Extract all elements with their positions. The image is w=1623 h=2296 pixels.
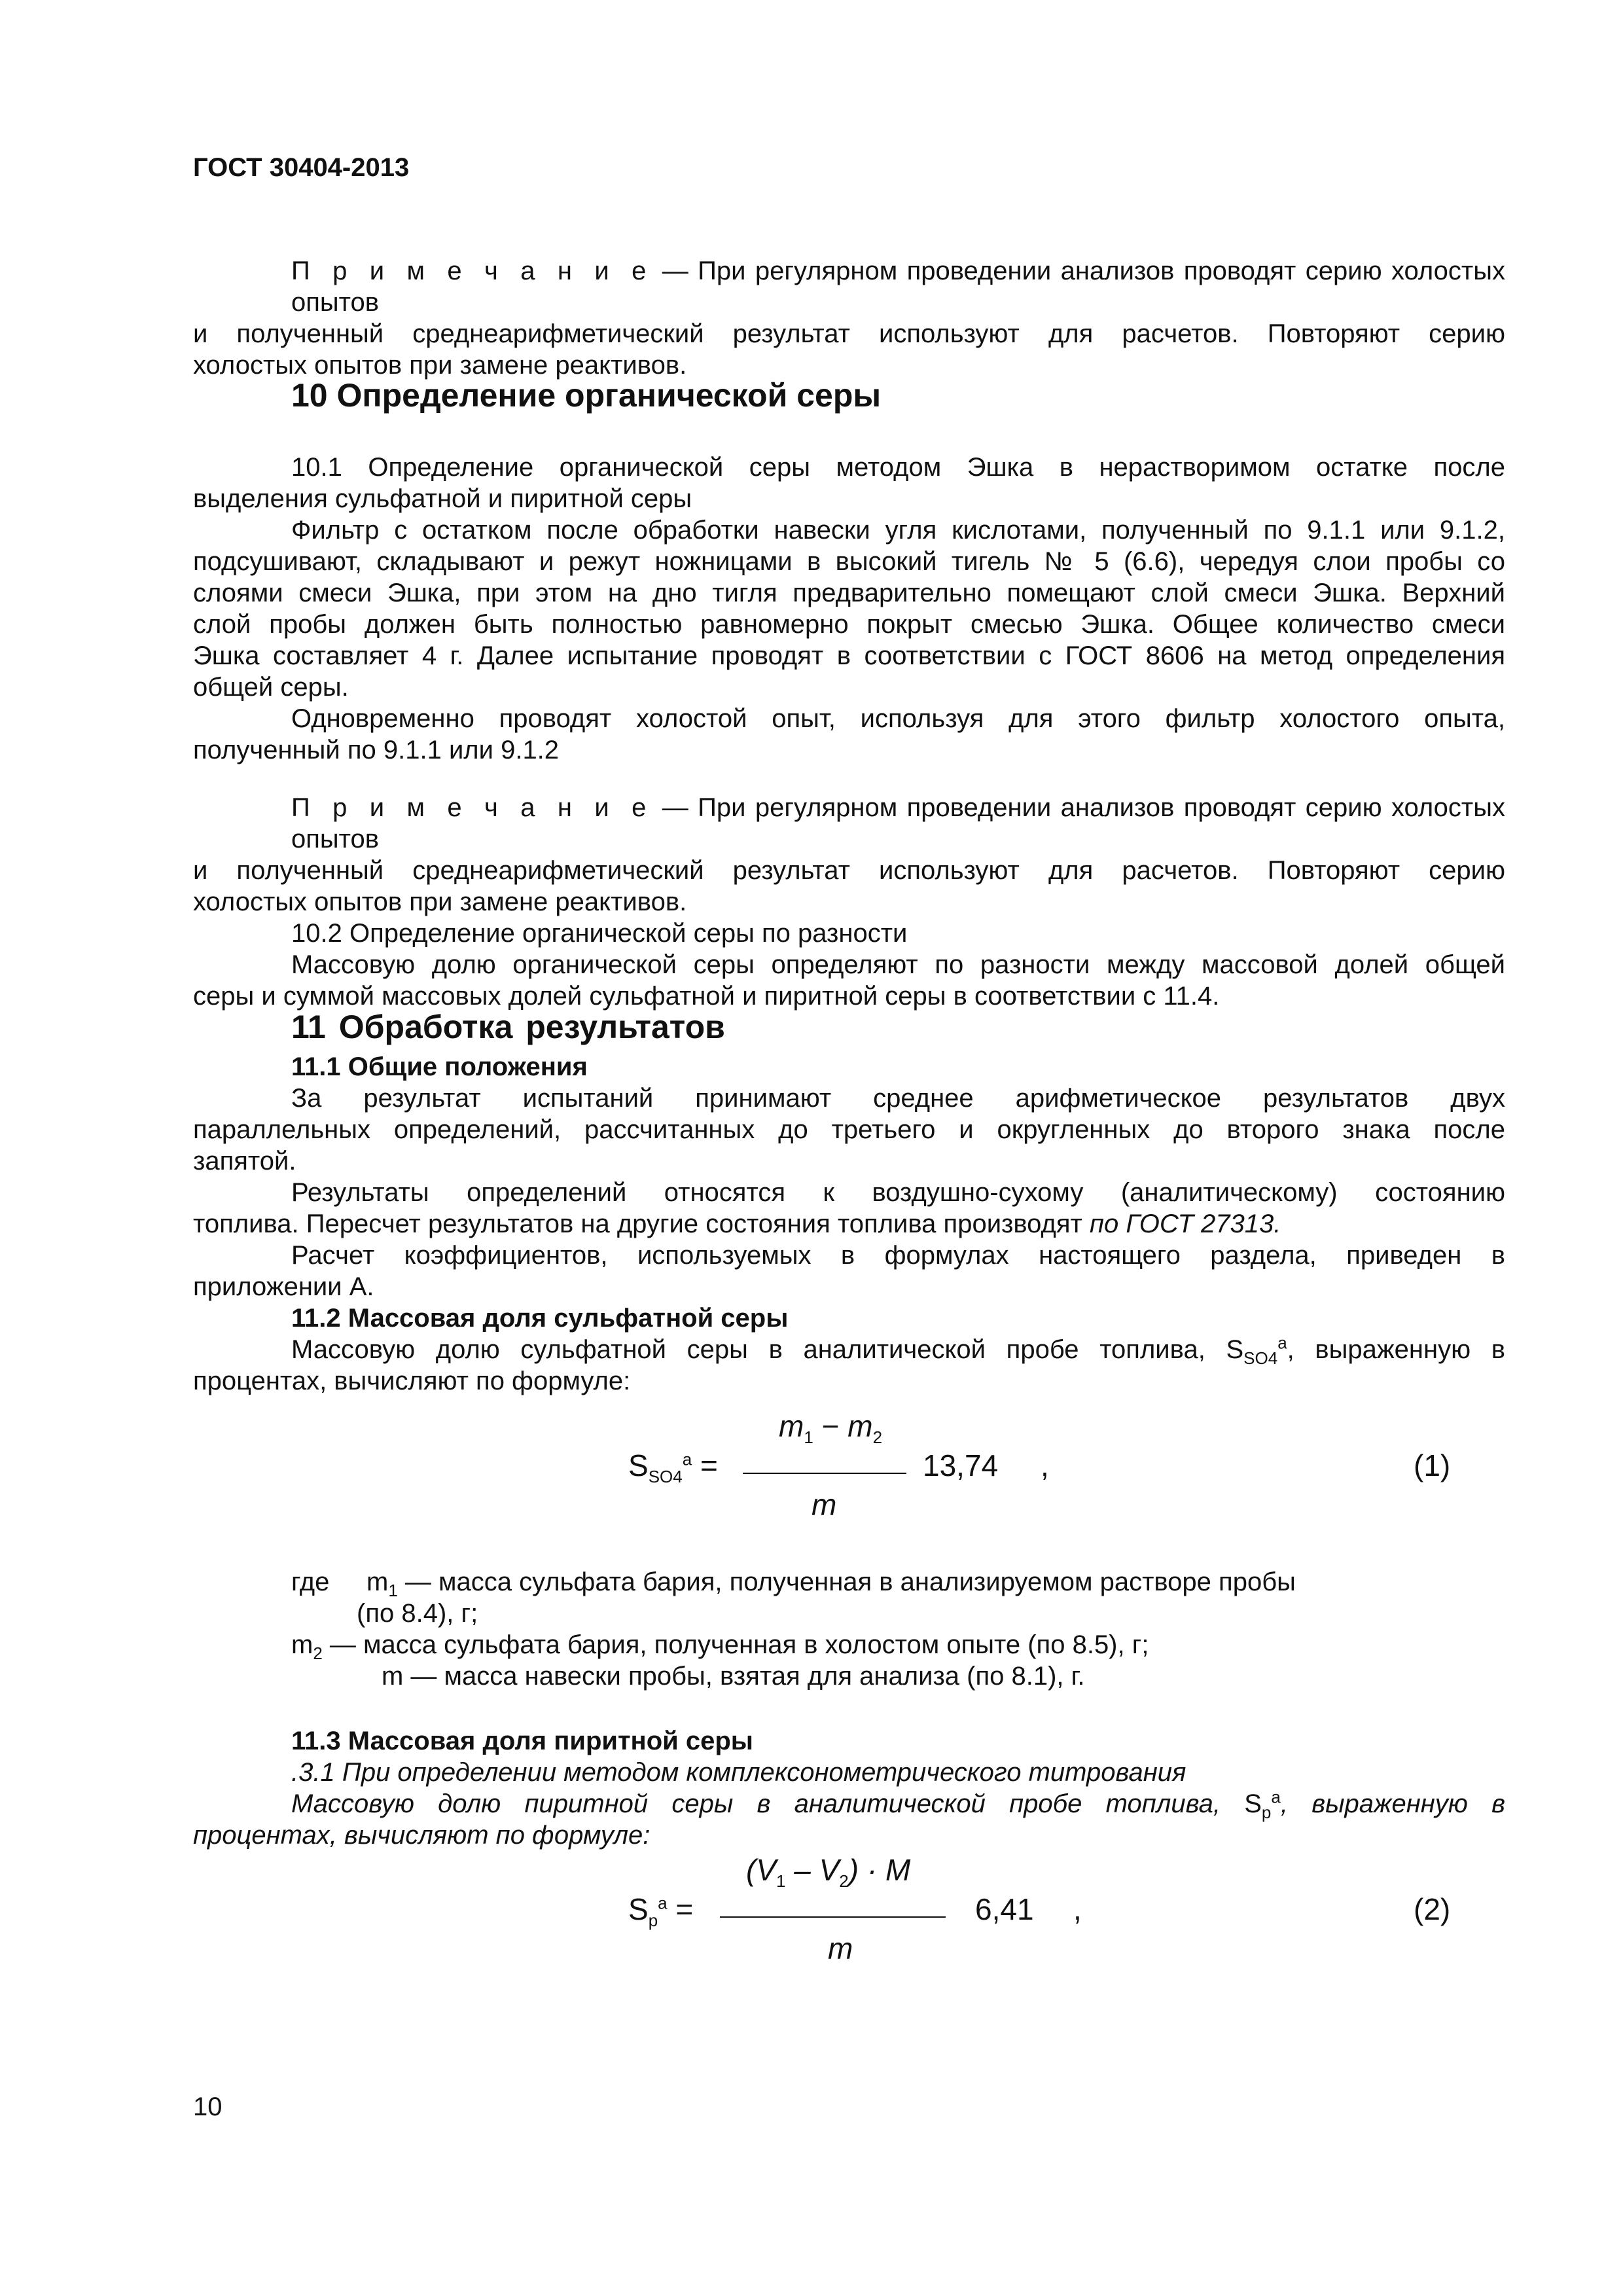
note-1-line-3: холостых опытов при замене реактивов.	[193, 351, 687, 380]
where-label: где	[291, 1568, 330, 1596]
p-11-4-text-a: Массовую долю сульфатной серы в аналитической пробе топлива, S	[291, 1335, 1244, 1364]
section-11-3	[193, 1725, 1505, 1851]
p-11-1-line-3: запятой.	[193, 1147, 296, 1175]
where-m: m — масса навески пробы, взятая для анализа (по 8.1), г.	[382, 1662, 1085, 1691]
a-sup: a	[682, 1449, 692, 1469]
p-11-1-line-1: За результат испытаний принимают среднее арифметическое результатов двух	[291, 1084, 1505, 1113]
formula-2-numerator	[746, 1853, 911, 1892]
p-10-2-line-2: серы и суммой массовых долей сульфатной и пиритной серы в соответствии с 11.4.	[193, 982, 1220, 1011]
note-2-line-2: и полученный среднеарифметический результат используют для расчетов. Повторяют серию	[193, 856, 1505, 885]
m2-desc: — масса сульфата бария, полученная в холостом опыте (по 8.5), г;	[322, 1630, 1149, 1659]
v2-sub: 2	[839, 1871, 849, 1892]
where-m2	[291, 1629, 1149, 1663]
minus-sign: −	[813, 1409, 848, 1443]
p-10-2-title: 10.2 Определение органической серы по разности	[291, 919, 908, 948]
a-sup-3: a	[658, 1893, 668, 1913]
note-1-line-2: и полученный среднеарифметический результат используют для расчетов. Повторяют серию	[193, 319, 1505, 348]
p-11-5-line-1	[193, 1788, 1505, 1820]
p-subscript: p	[1261, 1803, 1272, 1822]
so4-sub: SO4	[648, 1467, 683, 1487]
where-m1	[366, 1566, 1296, 1598]
m2-var-sub: 2	[313, 1643, 323, 1663]
section-11-title: 11 Обработка результатов	[291, 1009, 725, 1045]
gost-27313-ref: по ГОСТ 27313.	[1089, 1210, 1281, 1238]
p-10-2-line-1: Массовую долю органической серы определяют по разности между массовой долей общей	[291, 950, 1505, 979]
p-11-3-line-2: приложении А.	[193, 1272, 374, 1301]
so4-subscript: SO4	[1243, 1348, 1278, 1368]
a-superscript: a	[1277, 1333, 1287, 1353]
note-label: П р и м е ч а н и е	[291, 257, 653, 285]
p-sub: p	[648, 1910, 658, 1931]
sub-11-1: 11.1 Общие положения	[291, 1052, 588, 1081]
formula-2-denominator: m	[828, 1931, 853, 1965]
factor-2: 6,41	[975, 1892, 1034, 1926]
m1-var-sub: 1	[388, 1581, 398, 1600]
filter-line-2: подсушивают, складывают и режут ножницами в высокий тигель № 5 (6.6), чередуя слои пробы со	[193, 547, 1505, 576]
formula-2-lhs	[628, 1892, 694, 1931]
sub-11-3-1: .3.1 При определении методом комплексонометрического титрования	[291, 1758, 1186, 1787]
p-11-4-line-2: процентах, вычисляют по формуле:	[193, 1367, 631, 1395]
note-2-label: П р и м е ч а н и е	[291, 793, 653, 822]
filter-line-5: Эшка составляет 4 г. Далее испытание проводят в соответствии с ГОСТ 8606 на метод определения	[193, 641, 1505, 670]
note-2-line-1	[193, 792, 1505, 855]
note-2-line-3: холостых опытов при замене реактивов.	[193, 888, 687, 916]
note-2	[193, 792, 1505, 1012]
m1-desc: — масса сульфата бария, полученная в анализируемом растворе пробы	[397, 1568, 1296, 1596]
p-11-5-line-2: процентах, вычисляют по формуле:	[193, 1821, 651, 1850]
formula-1-lhs	[628, 1448, 718, 1487]
blank-line-2: полученный по 9.1.1 или 9.1.2	[193, 736, 560, 764]
p-10-1-line-1: 10.1 Определение органической серы методом Эшка в нерастворимом остатке после	[291, 453, 1505, 482]
formula-1-number: (1)	[1414, 1448, 1451, 1482]
sp-symbol: S	[1244, 1789, 1262, 1818]
comma-1: ,	[1041, 1448, 1049, 1482]
m2-symbol: m	[847, 1409, 873, 1443]
p-11-3-line-1: Расчет коэффициентов, используемых в формулах настоящего раздела, приведен в	[291, 1241, 1505, 1270]
m1-sub: 1	[804, 1427, 813, 1448]
p-11-5-text-b: , выраженную в	[1280, 1789, 1506, 1818]
a-sup-2: a	[1271, 1787, 1281, 1807]
p-11-2-line-2-text: топлива. Пересчет результатов на другие состояния топлива производят	[193, 1210, 1090, 1238]
formula-2-number: (2)	[1414, 1892, 1451, 1926]
v1-sub: 1	[776, 1871, 786, 1892]
filter-line-4: слой пробы должен быть полностью равномерно покрыт смесью Эшка. Общее количество смеси	[193, 610, 1505, 639]
filter-line-3: слоями смеси Эшка, при этом на дно тигля предварительно помещают слой смеси Эшка. Верхний	[193, 579, 1505, 607]
document-code: ГОСТ 30404-2013	[193, 153, 410, 182]
comma-2: ,	[1073, 1892, 1082, 1926]
p-11-5-text-a: Массовую долю пиритной серы в аналитической пробе топлива,	[291, 1789, 1245, 1818]
formula-1-denominator: m	[812, 1488, 837, 1522]
s-symbol: S	[628, 1448, 649, 1482]
equals-sign-2: =	[667, 1892, 694, 1926]
section-10-title: 10 Определение органической серы	[291, 377, 882, 414]
factor-1: 13,74	[923, 1448, 999, 1482]
p-11-2-line-2	[193, 1208, 1505, 1240]
sub-11-2: 11.2 Массовая доля сульфатной серы	[291, 1304, 789, 1333]
note-1	[193, 255, 1505, 381]
p-11-2-line-1: Результаты определений относятся к воздушно-сухому (аналитическому) состоянию	[291, 1178, 1505, 1207]
m1-var: m	[366, 1568, 389, 1596]
formula-1-numerator	[779, 1409, 883, 1448]
fraction-bar-1	[743, 1473, 906, 1474]
filter-line-6: общей серы.	[193, 673, 349, 702]
s-symbol-2: S	[628, 1892, 649, 1926]
note-1-text: — При регулярном проведении анализов проводят серию холостых опытов	[291, 257, 1505, 317]
m2-sub: 2	[872, 1427, 883, 1448]
p-11-4-text-b: , выраженную в	[1287, 1335, 1506, 1364]
v2-symbol: – V	[785, 1853, 840, 1887]
v1-open: (V	[746, 1853, 776, 1887]
where-m1-cont: (по 8.4), г;	[357, 1599, 478, 1628]
note-2-text: — При регулярном проведении анализов проводят серию холостых опытов	[291, 793, 1505, 853]
p-11-4-line-1	[193, 1333, 1506, 1368]
blank-line-1: Одновременно проводят холостой опыт, используя для этого фильтр холостого опыта,	[291, 704, 1505, 733]
sub-11-3: 11.3 Массовая доля пиритной серы	[291, 1727, 753, 1755]
equals-sign: =	[692, 1448, 718, 1482]
section-11-body	[193, 1051, 1505, 1397]
fraction-bar-2	[720, 1916, 946, 1918]
page-number: 10	[193, 2092, 223, 2121]
m1-symbol: m	[779, 1409, 804, 1443]
p-10-1-line-2: выделения сульфатной и пиритной серы	[193, 484, 692, 513]
p-11-1-line-2: параллельных определений, рассчитанных до третьего и округленных до второго знака после	[193, 1115, 1505, 1144]
section-10-1	[193, 452, 1505, 766]
note-1-line-1	[193, 255, 1505, 318]
times-m: ) · M	[848, 1853, 911, 1887]
filter-line-1: Фильтр с остатком после обработки навески угля кислотами, полученный по 9.1.1 или 9.1.2,	[291, 516, 1505, 545]
m2-var: m	[291, 1630, 313, 1659]
